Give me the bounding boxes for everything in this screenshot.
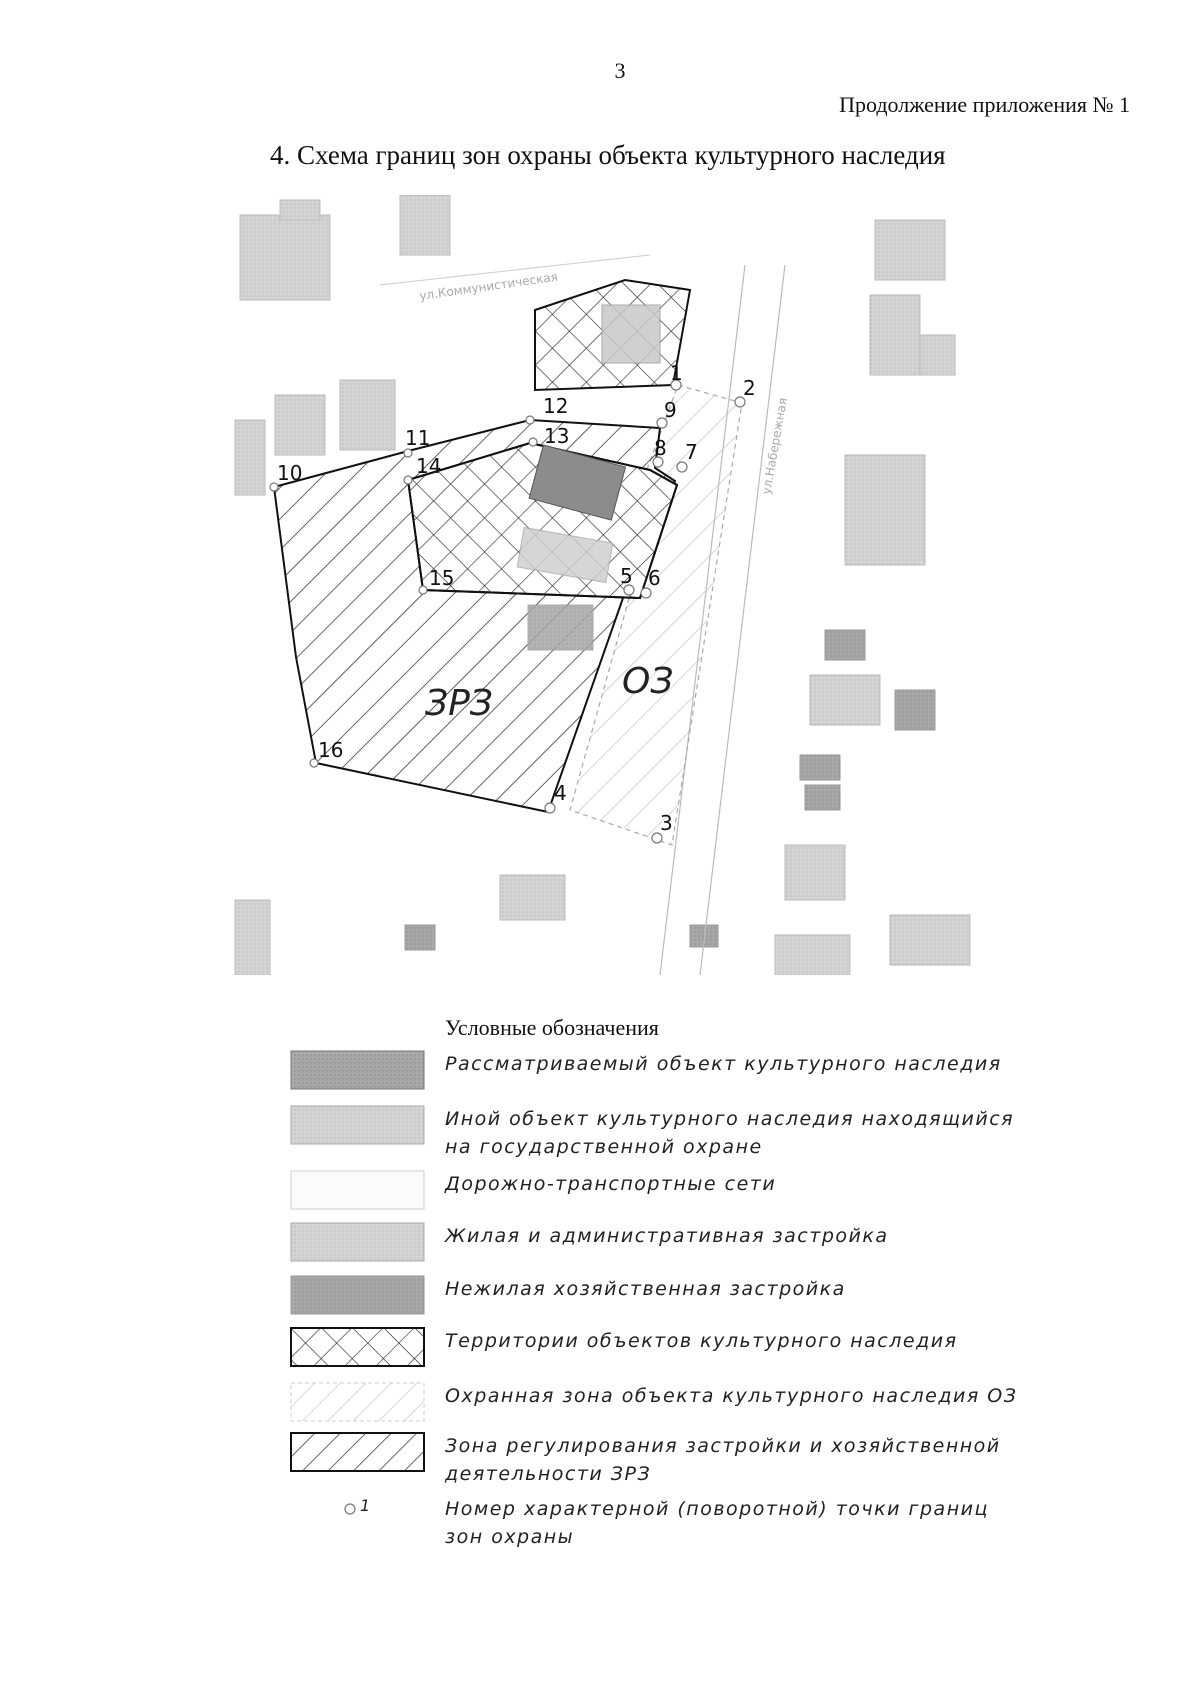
point-label-11: 11: [405, 426, 431, 450]
legend-swatch-protection-zone: [290, 1382, 425, 1422]
legend-item-nonresidential: [290, 1275, 1050, 1331]
zone-label-zrz: ЗРЗ: [425, 683, 493, 724]
point-label-13: 13: [544, 424, 570, 448]
legend-swatch-regulation-zone: [290, 1432, 425, 1472]
legend-swatch-primary: [290, 1050, 425, 1090]
point-label-6: 6: [648, 566, 661, 590]
legend-item-other-object: [290, 1105, 1050, 1161]
legend-item-roads: [290, 1170, 1050, 1226]
legend-swatch-point: [290, 1495, 425, 1535]
point-label-10: 10: [277, 461, 303, 485]
legend-swatch-residential: [290, 1222, 425, 1262]
legend-label: Жилая и административная застройка: [445, 1225, 889, 1247]
legend-swatch-territory: [290, 1327, 425, 1367]
outbuilding: [528, 605, 593, 650]
street-label-kommunisticheskaya: ул.Коммунистическая: [418, 269, 559, 303]
legend-swatch-roads: [290, 1170, 425, 1210]
legend-item-point-number: [290, 1495, 1050, 1551]
point-label-7: 7: [685, 440, 698, 464]
legend-swatch-nonresidential: [290, 1275, 425, 1315]
point-label-14: 14: [416, 454, 442, 478]
legend-point-marker-number: 1: [360, 1496, 371, 1515]
point-label-2: 2: [743, 376, 756, 400]
point-label-16: 16: [318, 738, 344, 762]
legend-item-protection-zone: [290, 1382, 1050, 1438]
legend-title: Условные обозначения: [445, 1015, 659, 1040]
appendix-note: Продолжение приложения № 1: [839, 92, 1130, 117]
zone-map: [230, 195, 1010, 975]
street-label-naberezhnaya: ул.Набережная: [759, 396, 790, 496]
legend-label: Иной объект культурного наследия находящийся на государственной охране: [445, 1108, 1015, 1158]
legend-item-regulation-zone: [290, 1432, 1050, 1488]
legend-label: Зона регулирования застройки и хозяйственной деятельности ЗРЗ: [445, 1435, 1001, 1485]
point-label-9: 9: [664, 398, 677, 422]
point-label-3: 3: [660, 811, 673, 835]
legend-label: Дорожно-транспортные сети: [445, 1173, 777, 1195]
point-label-12: 12: [543, 394, 569, 418]
heritage-object-north: [602, 305, 660, 363]
legend-label: Территории объектов культурного наследия: [445, 1330, 958, 1352]
point-label-15: 15: [429, 566, 455, 590]
legend-label: Нежилая хозяйственная застройка: [445, 1278, 846, 1300]
legend-item-territory: [290, 1327, 1050, 1383]
point-label-8: 8: [654, 436, 667, 460]
legend-label: Рассматриваемый объект культурного наследия: [445, 1053, 1002, 1075]
point-label-1: 1: [670, 361, 683, 385]
legend-label: Номер характерной (поворотной) точки границ зон охраны: [445, 1498, 989, 1548]
page-number: 3: [614, 58, 626, 83]
legend-label: Охранная зона объекта культурного наследия ОЗ: [445, 1385, 1018, 1407]
page-title: 4. Схема границ зон охраны объекта культурного наследия: [270, 140, 946, 170]
legend-item-residential: [290, 1222, 1050, 1278]
zone-label-oz: ОЗ: [622, 661, 674, 702]
legend-item-primary-object: [290, 1050, 1050, 1106]
point-label-5: 5: [620, 564, 633, 588]
point-label-4: 4: [554, 781, 567, 805]
legend-swatch-other: [290, 1105, 425, 1145]
